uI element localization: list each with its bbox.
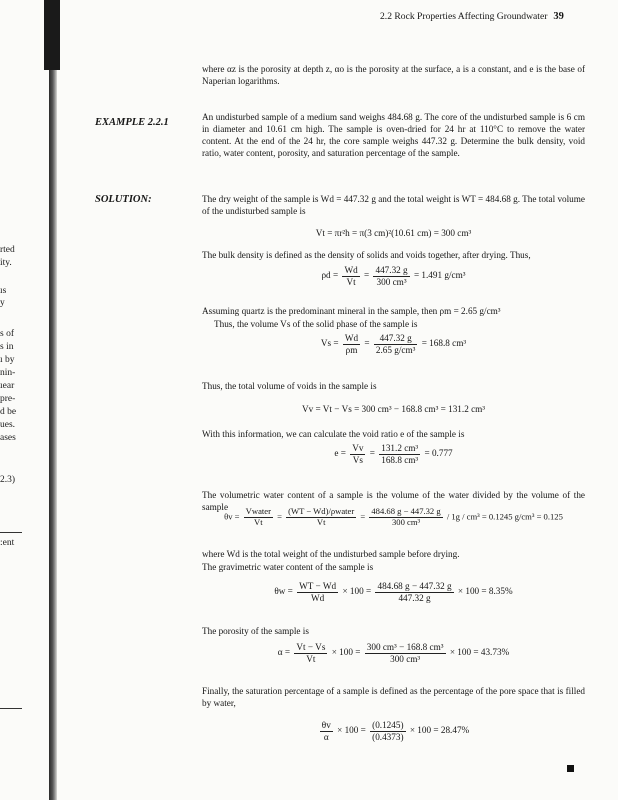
fraction: $\frac{\text{(WT − Wd)/ρwater}}{Vt}$	[288, 506, 355, 527]
edge-fragment: y	[0, 298, 5, 308]
fraction: $\frac{Vt - Vs}{Vt}$	[296, 642, 326, 664]
gravimetric-paragraph: The gravimetric water content of the sample is	[202, 562, 374, 572]
end-of-solution-mark	[567, 765, 574, 772]
before-drying-note: where Wd is the total weight of the undisturbed sample before drying.	[202, 549, 460, 559]
porosity-paragraph: The porosity of the sample is	[202, 626, 309, 636]
equation-total-volume: Vt = πr²h = π(3 cm)²(10.61 cm) = 300 cm³	[315, 228, 472, 238]
equation-gravimetric-water: θw = $\frac{WT - Wd}{Wd}$ × 100 = $\frac{484.68 g - 447.32 g}{447.32 g}$ × 100 = 8.35%	[274, 581, 513, 603]
fraction: $\frac{(0.1245)}{(0.4373)}$	[372, 720, 404, 742]
fraction: $\frac{\text{131.2 cm³}}{\text{168.8 cm³}}$	[381, 443, 419, 465]
edge-fragment: 2.3)	[0, 475, 16, 485]
void-ratio-paragraph: With this information, we can calculate the void ratio e of the sample is	[202, 429, 465, 439]
fraction: $\frac{447.32 g}{\text{2.65 g/cm³}}$	[375, 333, 416, 355]
solution-paragraph: The dry weight of the sample is Wd = 447.32 g and the total weight is WT = 484.68 g. The total volume of the undisturbed sample is	[202, 194, 585, 217]
edge-rule	[0, 708, 22, 709]
equation-porosity: α = $\frac{Vt - Vs}{Vt}$ × 100 = $\frac{\text{300 cm³ − 168.8 cm³}}{\text{300 cm³}}$ × 100 = 43.73%	[277, 642, 510, 664]
edge-fragment: s of	[0, 329, 14, 339]
eq-rhs: / 1g / cm³ = 0.1245 g/cm³ = 0.125	[446, 511, 563, 522]
equation-volumetric-water: θv = $\frac{\text{Vwater}}{Vt}$ = $\frac{\text{(WT − Wd)/ρwater}}{Vt}$ = $\frac{484.68 g - 447.32 g}{\text{300 cm³}}$ / 1g / cm³ = 0.1245 g/cm³ = 0.125	[224, 506, 563, 527]
eq-lhs: e =	[334, 448, 346, 459]
eq-lhs: θv =	[224, 511, 240, 522]
edge-fragment: nin-	[0, 368, 16, 378]
equation-void-ratio: e = $\frac{Vv}{Vs}$ = $\frac{\text{131.2 cm³}}{\text{168.8 cm³}}$ = 0.777	[334, 443, 453, 465]
eq-rhs: × 100 = 43.73%	[449, 647, 510, 658]
edge-fragment: :ent	[0, 538, 15, 548]
eq-rhs: = 0.777	[424, 448, 453, 459]
edge-fragment: rted	[0, 245, 15, 255]
equation-saturation: $\frac{\theta v}{\alpha}$ × 100 = $\frac{(0.1245)}{(0.4373)}$ × 100 = 28.47%	[321, 720, 470, 742]
solid-volume-paragraph: Thus, the volume Vs of the solid phase of the sample is	[214, 319, 418, 329]
equation-void-volume: Vv = Vt − Vs = 300 cm³ − 168.8 cm³ = 131.2 cm³	[301, 404, 486, 414]
fraction: $\frac{Vv}{Vs}$	[352, 443, 364, 465]
equation-solid-volume: Vs = $\frac{Wd}{\rho m}$ = $\frac{447.32 g}{\text{2.65 g/cm³}}$ = 168.8 cm³	[320, 333, 467, 355]
fraction: $\frac{WT - Wd}{Wd}$	[299, 581, 337, 603]
example-text: An undisturbed sample of a medium sand weighs 484.68 g. The core of the undisturbed sample is 6 cm in diameter and 10.61 cm high. The sample is oven-dried for 24 hr at 110°C to remove the water content. At the end of the 24 hr, the core sample weighs 447.32 g. Determine the bulk density, void ratio, water content, porosity, and saturation percentage of the sample.	[202, 112, 585, 159]
eq-lhs: θw =	[274, 586, 293, 597]
voids-paragraph: Thus, the total volume of voids in the sample is	[202, 381, 377, 391]
fraction: $\frac{Wd}{Vt}$	[344, 265, 358, 287]
edge-fragment: ı by	[0, 355, 15, 365]
edge-fragment: ity.	[0, 258, 12, 268]
eq-lhs: ρd =	[321, 270, 339, 281]
page-number: 39	[553, 11, 564, 22]
equation-bulk-density: ρd = $\frac{Wd}{Vt}$ = $\frac{447.32 g}{\text{300 cm³}}$ = 1.491 g/cm³	[321, 265, 466, 287]
solution-label: SOLUTION:	[95, 194, 152, 205]
fraction: $\frac{\theta v}{\alpha}$	[321, 720, 331, 742]
example-label: EXAMPLE 2.2.1	[95, 117, 169, 128]
bulk-density-paragraph: The bulk density is defined as the density of solids and voids together, after drying. Thus,	[202, 250, 531, 260]
fraction: $\frac{\text{Vwater}}{Vt}$	[245, 506, 271, 527]
edge-fragment: ues.	[0, 420, 16, 430]
eq-rhs: = 168.8 cm³	[421, 338, 467, 349]
fraction: $\frac{484.68 g - 447.32 g}{\text{300 cm³}}$	[371, 506, 441, 527]
edge-fragment: s in	[0, 342, 14, 352]
volumetric-paragraph: The volumetric water content of a sample is the volume of the water divided by the volume of the sample	[202, 490, 585, 513]
fraction: $\frac{484.68 g - 447.32 g}{447.32 g}$	[377, 581, 452, 603]
saturation-paragraph: Finally, the saturation percentage of a sample is defined as the percentage of the pore space that is filled by water,	[202, 686, 585, 709]
edge-fragment: ıear	[0, 381, 15, 391]
running-header	[380, 10, 564, 24]
intro-paragraph: where αz is the porosity at depth z, αo is the porosity at the surface, a is a constant, and e is the base of Naperian logarithms.	[202, 64, 585, 87]
edge-fragment: ıs	[0, 286, 7, 296]
eq-lhs: α =	[277, 647, 291, 658]
eq-rhs: = 1.491 g/cm³	[413, 270, 466, 281]
edge-fragment: d be	[0, 407, 17, 417]
eq-rhs: × 100 = 28.47%	[409, 725, 470, 736]
book-spine-shadow	[49, 0, 57, 800]
fraction: $\frac{\text{300 cm³ − 168.8 cm³}}{\text{300 cm³}}$	[366, 642, 444, 664]
fraction: $\frac{447.32 g}{\text{300 cm³}}$	[375, 265, 408, 287]
fraction: $\frac{Wd}{\rho m}$	[344, 333, 359, 355]
section-title: 2.2 Rock Properties Affecting Groundwater	[380, 11, 548, 22]
quartz-paragraph: Assuming quartz is the predominant mineral in the sample, then ρm = 2.65 g/cm³	[202, 306, 501, 316]
edge-rule	[0, 532, 22, 533]
eq-lhs: Vs =	[320, 338, 339, 349]
book-spine-top	[44, 0, 60, 70]
edge-fragment: ases	[0, 433, 16, 443]
eq-rhs: × 100 = 8.35%	[457, 586, 513, 597]
edge-fragment: pre-	[0, 394, 16, 404]
